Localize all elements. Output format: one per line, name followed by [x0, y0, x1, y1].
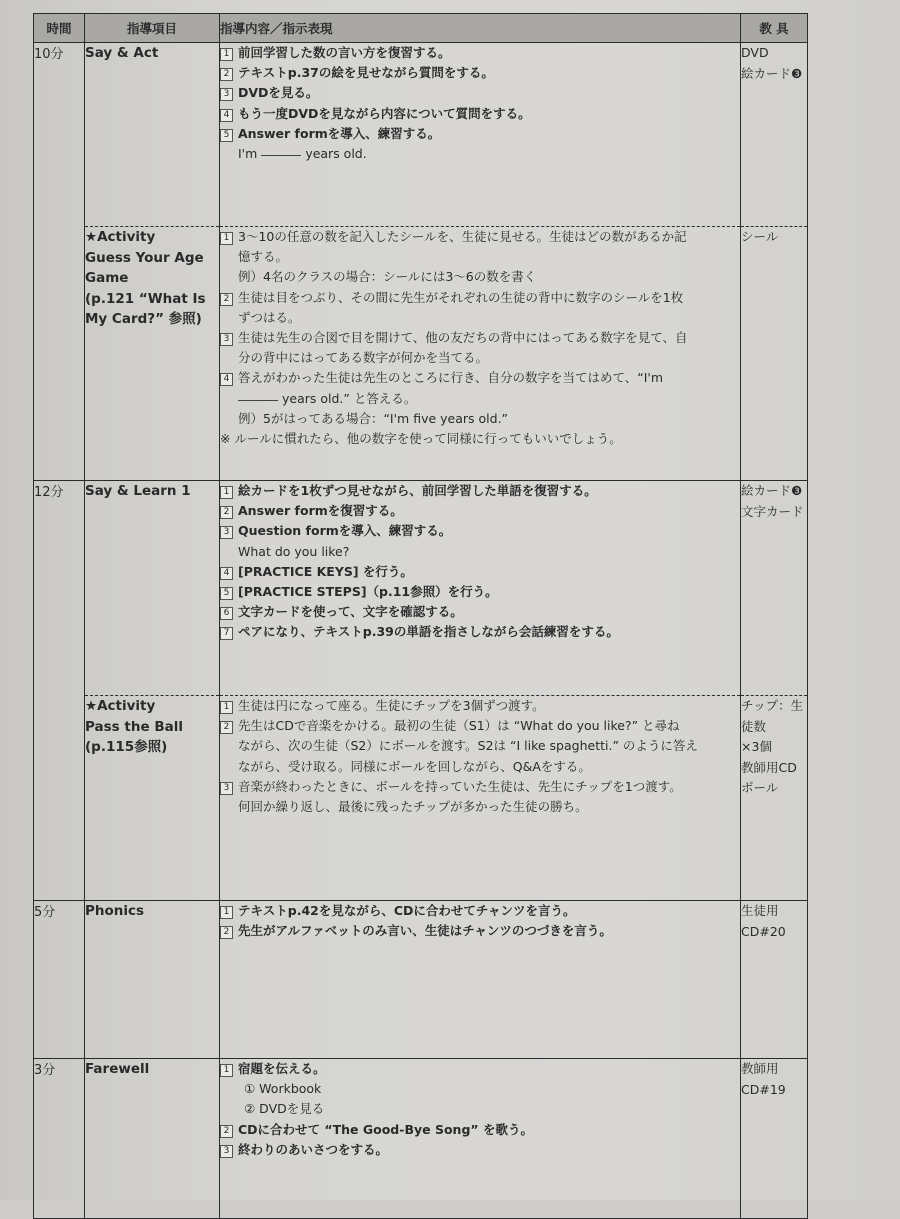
step-number-icon: 1	[220, 1064, 233, 1077]
step-number-icon: 2	[220, 506, 233, 519]
step-text: 生徒は先生の合図で目を開けて、他の友だちの背中にはってある数字を見て、自	[238, 330, 688, 346]
table-row	[34, 227, 808, 481]
example-text: I'm	[238, 146, 258, 162]
step-number-icon: 1	[220, 906, 233, 919]
item-cell	[85, 901, 220, 1059]
tools-cell	[741, 481, 808, 696]
item-title: Phonics	[85, 903, 145, 919]
step-number-icon: 1	[220, 701, 233, 714]
tools-cell	[741, 901, 808, 1059]
step-number-icon: 4	[220, 373, 233, 386]
step-text: 3～10の任意の数を記入したシールを、生徒に見せる。生徒はどの数があるか記	[238, 229, 687, 244]
step-text: 宿題を伝える。	[238, 1061, 326, 1076]
item-cell	[85, 696, 220, 901]
step-text: Answer formを復習する。	[238, 503, 403, 519]
step	[220, 901, 740, 921]
item-title: Farewell	[85, 1061, 150, 1077]
time-cell: 12分	[34, 481, 85, 901]
step-text: テキストp.37の絵を見せながら質問をする。	[238, 65, 494, 81]
time-cell: 3分	[34, 1059, 85, 1219]
table-row	[34, 1059, 808, 1219]
step-number-icon: 3	[220, 1145, 233, 1158]
tool-item: チップ：生徒数	[741, 698, 804, 734]
step	[220, 716, 740, 736]
rule-note: ※ ルールに慣れたら、他の数字を使って同様に行ってもいいでしょう。	[220, 431, 622, 447]
step-number-icon: 3	[220, 88, 233, 101]
step	[220, 602, 740, 622]
tool-item: 生徒用CD#20	[741, 903, 786, 939]
step	[220, 368, 740, 388]
step-text: [PRACTICE KEYS] を行う。	[238, 563, 413, 579]
content-cell	[220, 901, 741, 1059]
tool-item: 絵カード❸	[741, 483, 803, 498]
tool-item: シール	[741, 229, 779, 244]
step-number-icon: 4	[220, 109, 233, 122]
content-cell	[220, 1059, 741, 1219]
step-text: CDに合わせて “The Good-Bye Song” を歌う。	[238, 1121, 533, 1137]
table-row	[34, 481, 808, 696]
header-time: 時間	[34, 14, 85, 43]
step-number-icon: 4	[220, 567, 233, 580]
step	[220, 777, 740, 797]
header-content: 指導内容／指示表現	[220, 14, 741, 43]
step-number-icon: 3	[220, 333, 233, 346]
step	[220, 288, 740, 308]
step	[220, 696, 740, 716]
step-continuation: ながら、受け取る。同様にボールを回しながら、Q&Aをする。	[238, 758, 591, 774]
step	[220, 562, 740, 582]
step-number-icon: 2	[220, 1125, 233, 1138]
item-title: Say & Learn 1	[85, 483, 191, 499]
step	[220, 521, 740, 541]
step-continuation: ずつはる。	[238, 309, 301, 325]
tool-item: ボール	[741, 780, 779, 795]
step-text: DVDを見る。	[238, 85, 319, 101]
homework-item: ② DVDを見る	[244, 1101, 325, 1117]
blank-line	[261, 154, 301, 156]
header-item: 指導項目	[85, 14, 220, 43]
step-number-icon: 2	[220, 721, 233, 734]
step-text: 先生はCDで音楽をかける。最初の生徒（S1）は “What do you like?” と尋ね	[238, 718, 680, 734]
item-title: Say & Act	[85, 45, 159, 61]
step	[220, 501, 740, 521]
step-text: [PRACTICE STEPS]（p.11参照）を行う。	[238, 584, 498, 600]
step	[220, 328, 740, 348]
step-text: 絵カードを1枚ずつ見せながら、前回学習した単語を復習する。	[238, 483, 597, 498]
tool-item: 教師用CD#19	[741, 1061, 786, 1097]
step-text: 音楽が終わったときに、ボールを持っていた生徒は、先生にチップを1つ渡す。	[238, 778, 682, 794]
step	[220, 43, 740, 63]
step	[220, 124, 740, 144]
step	[220, 63, 740, 83]
tools-cell	[741, 43, 808, 227]
step-number-icon: 6	[220, 607, 233, 620]
tool-item: ×3個	[741, 739, 772, 754]
item-cell	[85, 481, 220, 696]
step-continuation	[220, 389, 740, 409]
content-cell	[220, 481, 741, 696]
step	[220, 582, 740, 602]
tool-item: 絵カード❸	[741, 65, 803, 81]
table-row	[34, 43, 808, 227]
tools-cell	[741, 227, 808, 481]
item-cell	[85, 43, 220, 227]
step-text: 生徒は円になって座る。生徒にチップを3個ずつ渡す。	[238, 698, 545, 713]
homework-item: ① Workbook	[244, 1081, 322, 1097]
item-title: ★Activity	[85, 229, 156, 245]
step-text: Answer formを導入、練習する。	[238, 125, 441, 141]
step	[220, 83, 740, 103]
item-reference: (p.121 “What Is	[85, 290, 206, 307]
step-text: 答えがわかった生徒は先生のところに行き、自分の数字を当てはめて、“I'm	[238, 370, 664, 386]
step-text: 先生がアルファベットのみ言い、生徒はチャンツのつづきを言う。	[238, 923, 612, 939]
time-cell: 10分	[34, 43, 85, 481]
example-text: years old.	[305, 146, 367, 162]
step-example: 例）4名のクラスの場合：シールには3～6の数を書く	[238, 269, 537, 285]
step	[220, 1059, 740, 1079]
table-row	[34, 901, 808, 1059]
step	[220, 104, 740, 124]
step-text: もう一度DVDを見ながら内容について質問をする。	[238, 105, 531, 121]
step-text: テキストp.42を見ながら、CDに合わせてチャンツを言う。	[238, 903, 576, 918]
example-sentence	[220, 144, 740, 164]
table-header-row	[34, 14, 808, 43]
step-number-icon: 1	[220, 486, 233, 499]
step-text: 文字カードを使って、文字を確認する。	[238, 604, 463, 620]
tool-item: 教師用CD	[741, 759, 797, 775]
time-cell: 5分	[34, 901, 85, 1059]
step-continuation: 憶する。	[238, 249, 289, 265]
step	[220, 921, 740, 941]
step-number-icon: 5	[220, 587, 233, 600]
table-row	[34, 696, 808, 901]
tools-cell	[741, 1059, 808, 1219]
blank-line	[238, 399, 278, 401]
item-cell	[85, 1059, 220, 1219]
step	[220, 481, 740, 501]
tool-item: 文字カード	[741, 503, 804, 519]
lesson-plan-table	[33, 13, 808, 1219]
step-continuation-text: years old.” と答える。	[282, 390, 417, 406]
step-continuation: 何回か繰り返し、最後に残ったチップが多かった生徒の勝ち。	[238, 799, 588, 815]
tool-item: DVD	[741, 45, 769, 60]
step-continuation: 分の背中にはってある数字が何かを当てる。	[238, 350, 489, 366]
step-text: 前回学習した数の言い方を復習する。	[238, 45, 451, 60]
step-number-icon: 3	[220, 782, 233, 795]
step	[220, 1120, 740, 1140]
step-number-icon: 2	[220, 926, 233, 939]
item-reference: My Card?” 参照)	[85, 311, 202, 327]
step-number-icon: 2	[220, 68, 233, 81]
step-number-icon: 5	[220, 129, 233, 142]
example-sentence: What do you like?	[238, 543, 350, 559]
tools-cell	[741, 696, 808, 901]
step-example: 例）5がはってある場合：“I'm five years old.”	[238, 410, 509, 426]
step-number-icon: 1	[220, 232, 233, 245]
content-cell	[220, 696, 741, 901]
item-title: ★Activity	[85, 698, 156, 714]
step-continuation: ながら、次の生徒（S2）にボールを渡す。S2は “I like spaghetti.” のように答え	[238, 738, 698, 754]
content-cell	[220, 227, 741, 481]
step-number-icon: 1	[220, 48, 233, 61]
step-number-icon: 7	[220, 627, 233, 640]
item-title: Pass the Ball	[85, 718, 183, 735]
step-text: 終わりのあいさつをする。	[238, 1141, 389, 1157]
step-text: Question formを導入、練習する。	[238, 523, 452, 539]
step	[220, 622, 740, 642]
step	[220, 1140, 740, 1160]
header-tools: 教 具	[741, 14, 808, 43]
step	[220, 227, 740, 247]
step-text: 生徒は目をつぶり、その間に先生がそれぞれの生徒の背中に数字のシールを1枚	[238, 289, 684, 305]
step-text: ペアになり、テキストp.39の単語を指さしながら会話練習をする。	[238, 624, 619, 640]
item-cell	[85, 227, 220, 481]
item-reference: (p.115参照)	[85, 739, 168, 755]
content-cell	[220, 43, 741, 227]
step-number-icon: 2	[220, 293, 233, 306]
item-title: Guess Your Age	[85, 249, 204, 266]
step-number-icon: 3	[220, 526, 233, 539]
item-title: Game	[85, 270, 129, 286]
